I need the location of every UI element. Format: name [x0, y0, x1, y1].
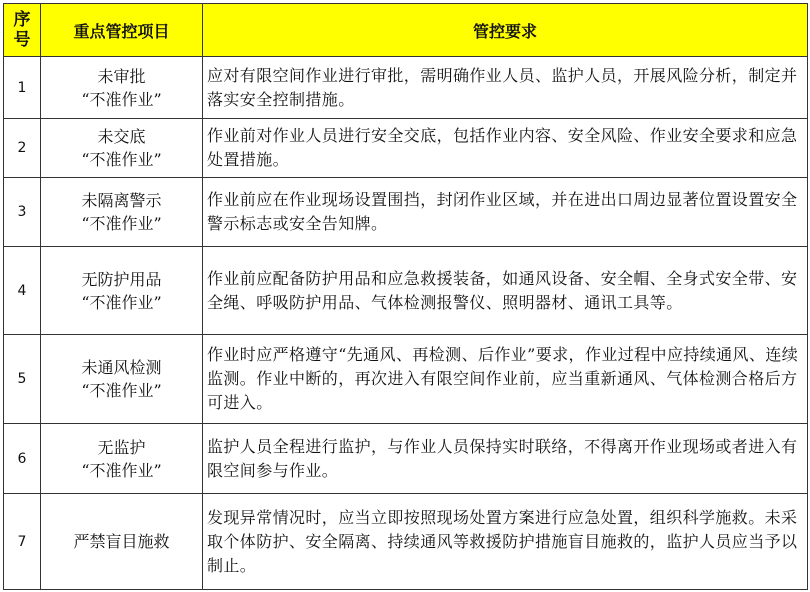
requirement-text: 应对有限空间作业进行审批，需明确作业人员、监护人员，开展风险分析，制定并落实安全控制措施。 — [203, 57, 808, 119]
control-item-name: 未隔离警示 — [81, 191, 162, 210]
control-item — [41, 119, 203, 178]
table-row — [4, 119, 808, 178]
control-item-rule: “不准作业” — [81, 89, 162, 109]
header-serial-number — [4, 4, 41, 57]
requirement-text: 发现异常情况时，应当立即按照现场处置方案进行应急处置，组织科学施救。未采取个体防护、安全隔离、持续通风等救援防护措施盲目施救的，监护人员应当予以制止。 — [203, 494, 808, 590]
header-serial-line1: 序 — [13, 10, 31, 30]
control-item — [41, 178, 203, 247]
requirement-text: 监护人员全程进行监护，与作业人员保持实时联络，不得离开作业现场或者进入有限空间参与作业。 — [203, 424, 808, 494]
table-row — [4, 57, 808, 119]
table-row — [4, 494, 808, 590]
row-number: 3 — [4, 178, 41, 247]
control-item-name: 未审批 — [97, 66, 146, 86]
control-item-rule: “不准作业” — [81, 460, 162, 480]
requirement-text: 作业前应配备防护用品和应急救援装备，如通风设备、安全帽、全身式安全带、安全绳、呼吸防护用品、气体检测报警仪、照明器材、通讯工具等。 — [203, 247, 808, 335]
row-number: 6 — [4, 424, 41, 494]
requirement-text: 作业前对作业人员进行安全交底，包括作业内容、安全风险、作业安全要求和应急处置措施。 — [203, 119, 808, 178]
control-item-name: 未通风检测 — [81, 358, 162, 377]
control-requirements-table — [3, 3, 808, 590]
control-item-name: 严禁盲目施救 — [73, 532, 170, 551]
row-number: 5 — [4, 335, 41, 424]
row-number: 1 — [4, 57, 41, 119]
row-number: 4 — [4, 247, 41, 335]
control-item-name: 未交底 — [97, 127, 146, 146]
header-requirement: 管控要求 — [203, 4, 808, 57]
control-item-rule: “不准作业” — [81, 292, 162, 312]
control-item — [41, 247, 203, 335]
header-serial-line2: 号 — [13, 30, 31, 50]
control-item — [41, 335, 203, 424]
control-item — [41, 424, 203, 494]
control-item-rule: “不准作业” — [81, 150, 162, 169]
table-header-row — [4, 4, 808, 57]
requirement-text: 作业前应在作业现场设置围挡，封闭作业区域，并在进出口周边显著位置设置安全警示标志或安全告知牌。 — [203, 178, 808, 247]
row-number: 2 — [4, 119, 41, 178]
table-row — [4, 335, 808, 424]
control-item-rule: “不准作业” — [81, 214, 162, 233]
control-item — [41, 494, 203, 590]
control-item-name: 无监护 — [97, 437, 146, 457]
row-number: 7 — [4, 494, 41, 590]
table-row — [4, 247, 808, 335]
table-row — [4, 424, 808, 494]
header-control-item: 重点管控项目 — [41, 4, 203, 57]
table-row — [4, 178, 808, 247]
control-item — [41, 57, 203, 119]
requirement-text: 作业时应严格遵守“先通风、再检测、后作业”要求，作业过程中应持续通风、连续监测。作业中断的，再次进入有限空间作业前，应当重新通风、气体检测合格后方可进入。 — [203, 335, 808, 424]
control-item-rule: “不准作业” — [81, 381, 162, 400]
control-item-name: 无防护用品 — [81, 269, 162, 289]
